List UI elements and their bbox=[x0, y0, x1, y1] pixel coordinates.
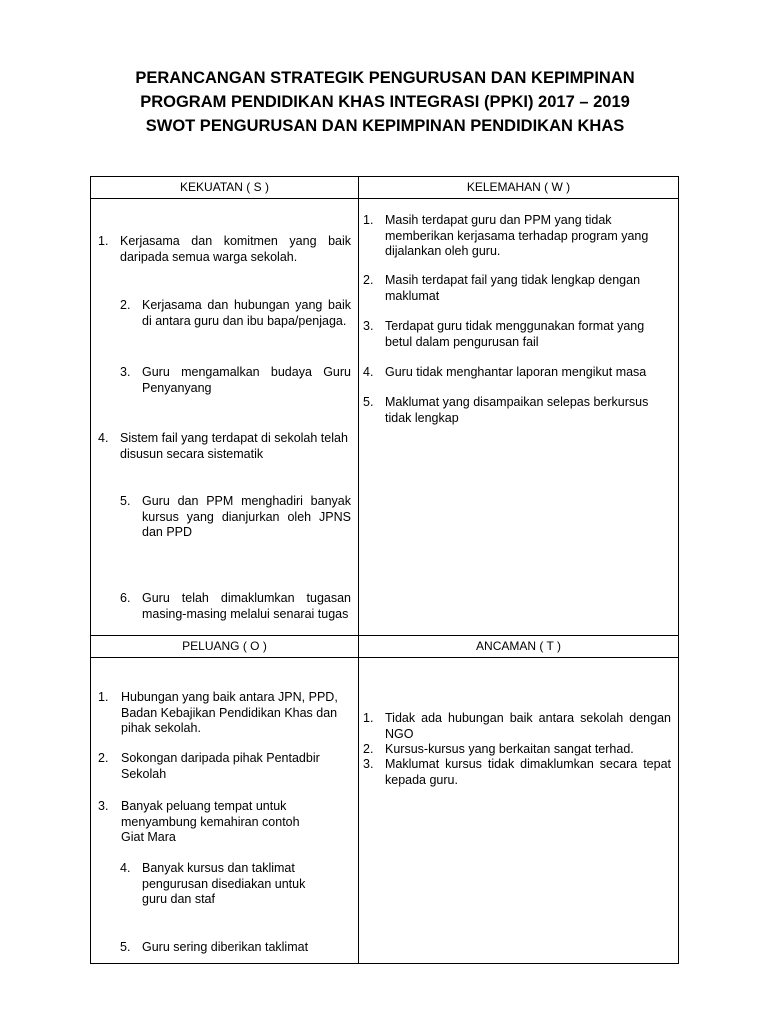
item-text: Banyak kursus dan taklimat pengurusan disediakan untuk guru dan staf bbox=[142, 861, 306, 906]
opportunity-item bbox=[98, 799, 344, 846]
item-number: 3. bbox=[363, 319, 374, 333]
item-text: Sokongan daripada pihak Pentadbir Sekolah bbox=[121, 751, 320, 781]
item-text: Guru dan PPM menghadiri banyak kursus yang dianjurkan oleh JPNS dan PPD bbox=[142, 494, 351, 539]
item-number: 6. bbox=[120, 591, 131, 605]
item-text: Masih terdapat guru dan PPM yang tidak memberikan kerjasama terhadap program yang dijalankan oleh guru. bbox=[385, 213, 649, 258]
item-number: 5. bbox=[120, 940, 131, 954]
item-number: 3. bbox=[363, 757, 374, 771]
item-number: 1. bbox=[98, 690, 109, 704]
opportunity-item bbox=[120, 940, 344, 956]
opportunity-item bbox=[98, 751, 344, 782]
item-text: Guru sering diberikan taklimat bbox=[142, 940, 309, 954]
strengths-cell bbox=[91, 199, 359, 636]
title-line-2: PROGRAM PENDIDIKAN KHAS INTEGRASI (PPKI) 2017 – 2019 bbox=[140, 93, 630, 111]
strength-item bbox=[98, 431, 351, 462]
item-number: 1. bbox=[363, 213, 374, 227]
item-text: Banyak peluang tempat untuk menyambung kemahiran contoh Giat Mara bbox=[121, 799, 300, 844]
item-text: Hubungan yang baik antara JPN, PPD, Badan Kebajikan Pendidikan Khas dan pihak sekolah. bbox=[121, 690, 338, 735]
item-number: 1. bbox=[363, 711, 374, 725]
strength-item bbox=[120, 591, 351, 622]
item-text: Guru telah dimaklumkan tugasan masing-masing melalui senarai tugas bbox=[142, 591, 351, 621]
item-number: 5. bbox=[363, 395, 374, 409]
item-number: 2. bbox=[363, 273, 374, 287]
opportunities-header: PELUANG ( O ) bbox=[91, 636, 359, 658]
item-number: 4. bbox=[120, 861, 131, 875]
item-text: Kerjasama dan hubungan yang baik di antara guru dan ibu bapa/penjaga. bbox=[142, 298, 351, 328]
title-line-1: PERANCANGAN STRATEGIK PENGURUSAN DAN KEPIMPINAN bbox=[135, 69, 635, 87]
item-number: 3. bbox=[98, 799, 109, 813]
item-number: 5. bbox=[120, 494, 131, 508]
item-text: Kursus-kursus yang berkaitan sangat terhad. bbox=[385, 742, 634, 756]
item-text: Terdapat guru tidak menggunakan format yang betul dalam pengurusan fail bbox=[385, 319, 645, 349]
item-number: 2. bbox=[363, 742, 374, 756]
item-number: 4. bbox=[98, 431, 109, 445]
weakness-item bbox=[363, 213, 664, 260]
weakness-item bbox=[363, 365, 664, 381]
weakness-item bbox=[363, 319, 664, 350]
item-number: 1. bbox=[98, 234, 109, 248]
page-title bbox=[90, 66, 680, 138]
strengths-header: KEKUATAN ( S ) bbox=[91, 177, 359, 199]
swot-table bbox=[90, 176, 679, 964]
item-text: Sistem fail yang terdapat di sekolah telah disusun secara sistematik bbox=[120, 431, 348, 461]
opportunity-item bbox=[120, 861, 344, 908]
strength-item bbox=[120, 298, 351, 329]
item-text: Guru tidak menghantar laporan mengikut masa bbox=[385, 365, 647, 379]
weakness-item bbox=[363, 273, 664, 304]
threats-header: ANCAMAN ( T ) bbox=[359, 636, 679, 658]
item-text: Masih terdapat fail yang tidak lengkap dengan maklumat bbox=[385, 273, 641, 303]
item-number: 2. bbox=[120, 298, 131, 312]
weaknesses-header: KELEMAHAN ( W ) bbox=[359, 177, 679, 199]
item-number: 3. bbox=[120, 365, 131, 379]
item-text: Guru mengamalkan budaya Guru Penyanyang bbox=[142, 365, 351, 395]
threat-item bbox=[363, 711, 671, 742]
threat-item bbox=[363, 742, 671, 758]
opportunities-cell bbox=[91, 658, 359, 964]
strength-item bbox=[120, 365, 351, 396]
item-text: Maklumat yang disampaikan selepas berkursus tidak lengkap bbox=[385, 395, 649, 425]
item-text: Kerjasama dan komitmen yang baik daripada semua warga sekolah. bbox=[120, 234, 351, 264]
weakness-item bbox=[363, 395, 664, 426]
strength-item bbox=[120, 494, 351, 541]
threat-item bbox=[363, 757, 671, 788]
item-number: 4. bbox=[363, 365, 374, 379]
weaknesses-cell bbox=[359, 199, 679, 636]
strength-item bbox=[98, 234, 351, 265]
threats-cell bbox=[359, 658, 679, 964]
title-line-3: SWOT PENGURUSAN DAN KEPIMPINAN PENDIDIKAN KHAS bbox=[145, 117, 625, 135]
item-number: 2. bbox=[98, 751, 109, 765]
item-text: Maklumat kursus tidak dimaklumkan secara tepat kepada guru. bbox=[385, 757, 671, 787]
opportunity-item bbox=[98, 690, 344, 737]
item-text: Tidak ada hubungan baik antara sekolah dengan NGO bbox=[385, 711, 671, 741]
